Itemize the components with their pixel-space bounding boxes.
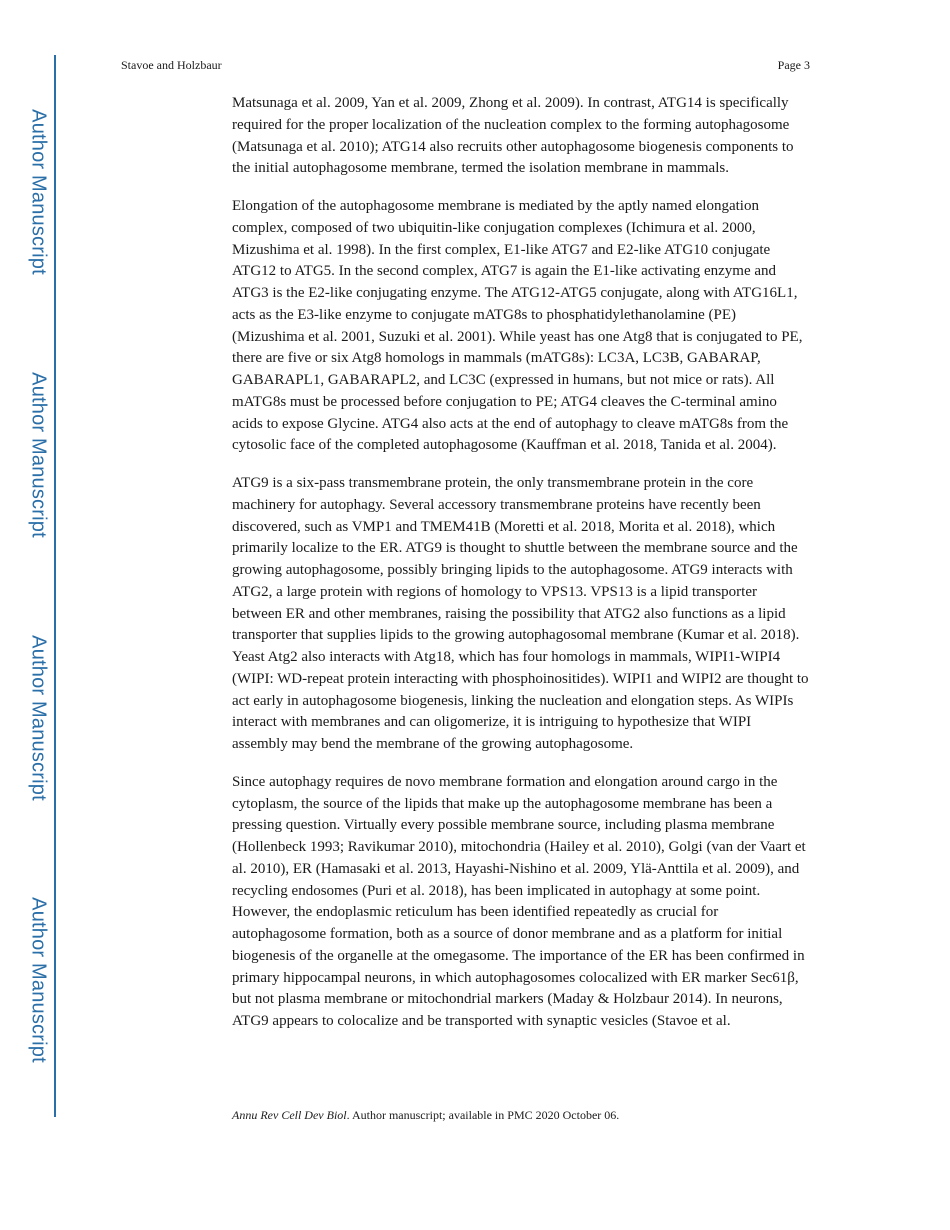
paragraph: Elongation of the autophagosome membrane is mediated by the aptly named elongation complex, composed of two ubiquitin-like conjugation complexes (Ichimura et al. 2000, Mizushima et al. 1998). In the first complex, E1-like ATG7 and E2-like ATG10 conjugate ATG12 to ATG5. In the second complex, ATG7 is again the E1-like activating enzyme and ATG3 is the E2-like conjugating enzyme. The ATG12-ATG5 conjugate, along with ATG16L1, acts as the E3-like enzyme to conjugate mATG8s to phosphatidylethanolamine (PE) (Mizushima et al. 2001, Suzuki et al. 2001). While yeast has one Atg8 that is conjugated to PE, there are five or six Atg8 homologs in mammals (mATG8s): LC3A, LC3B, GABARAP, GABARAPL1, GABARAPL2, and LC3C (expressed in humans, but not mice or rats). All mATG8s must be processed before conjugation to PE; ATG4 cleaves the C-terminal amino acids to expose Glycine. ATG4 also acts at the end of autophagy to cleave mATG8s from the cytosolic face of the completed autophagosome (Kauffman et al. 2018, Tanida et al. 2004). xyxy=(232,198,803,454)
author-manuscript-label-text: Author Manuscript xyxy=(27,635,50,801)
author-manuscript-label-text: Author Manuscript xyxy=(27,897,50,1063)
running-head xyxy=(121,58,810,76)
author-manuscript-label-text: Author Manuscript xyxy=(27,372,50,538)
footer-journal: Annu Rev Cell Dev Biol xyxy=(232,1108,347,1122)
page-number: Page 3 xyxy=(777,58,810,72)
page-footer xyxy=(232,1108,619,1123)
margin-rule xyxy=(54,55,56,1117)
paragraph: Since autophagy requires de novo membrane formation and elongation around cargo in the cytoplasm, the source of the lipids that make up the autophagosome membrane has been a pressing question. Virtually every possible membrane source, including plasma membrane (Hollenbeck 1993; Ravikumar 2010), mitochondria (Hailey et al. 2010), Golgi (van der Vaart et al. 2010), ER (Hamasaki et al. 2013, Hayashi-Nishino et al. 2009, Ylä-Anttila et al. 2009), and recycling endosomes (Puri et al. 2018), has been implicated in autophagy at some point. However, the endoplasmic reticulum has been identified repeatedly as crucial for autophagosome formation, both as a source of donor membrane and as a platform for initial biogenesis of the organelle at the omegasome. The importance of the ER has been confirmed in primary hippocampal neurons, in which autophagosomes colocalized with ER marker Sec61β, but not plasma membrane or mitochondrial markers (Maday & Holzbaur 2014). In neurons, ATG9 appears to colocalize and be transported with synaptic vesicles (Stavoe et al. xyxy=(232,773,806,1029)
paragraph: Matsunaga et al. 2009, Yan et al. 2009, Zhong et al. 2009). In contrast, ATG14 is specifically required for the proper localization of the nucleation complex to the forming autophagosome (Matsunaga et al. 2010); ATG14 also recruits other autophagosome biogenesis components to the initial autophagosome membrane, termed the isolation membrane in mammals. xyxy=(232,95,794,177)
body-text xyxy=(232,93,810,1049)
author-manuscript-label-text: Author Manuscript xyxy=(27,109,50,275)
running-head-authors: Stavoe and Holzbaur xyxy=(121,58,222,72)
footer-note: . Author manuscript; available in PMC 2020 October 06. xyxy=(346,1108,620,1122)
paragraph: ATG9 is a six-pass transmembrane protein, the only transmembrane protein in the core machinery for autophagy. Several accessory transmembrane proteins have recently been discovered, such as VMP1 and TMEM41B (Moretti et al. 2018, Morita et al. 2018), which primarily localize to the ER. ATG9 is thought to shuttle between the membrane source and the growing autophagosome, possibly bringing lipids to the autophagosome. ATG9 interacts with ATG2, a large protein with regions of homology to VPS13. VPS13 is a lipid transporter between ER and other membranes, raising the possibility that ATG2 also functions as a lipid transporter that supplies lipids to the growing autophagosomal membrane (Kumar et al. 2018). Yeast Atg2 also interacts with Atg18, which has four homologs in mammals, WIPI1-WIPI4 (WIPI: WD-repeat protein interacting with phosphoinositides). WIPI1 and WIPI2 are thought to act early in autophagosome biogenesis, linking the nucleation and elongation steps. As WIPIs interact with membranes and can oligomerize, it is intriguing to hypothesize that WIPI assembly may bend the membrane of the growing autophagosome. xyxy=(232,475,809,752)
